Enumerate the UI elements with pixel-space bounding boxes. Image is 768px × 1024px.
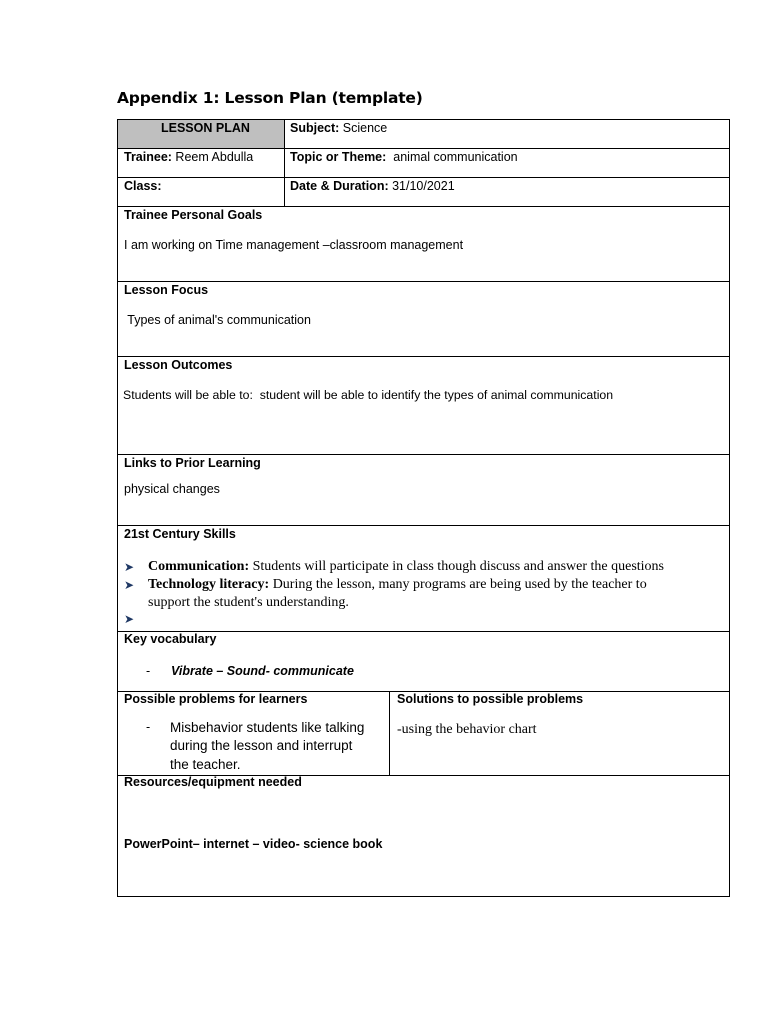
date-value: 31/10/2021 — [388, 179, 455, 193]
prior-learning-text: physical changes — [124, 482, 220, 496]
lesson-outcomes-label: Lesson Outcomes — [124, 358, 233, 372]
skill-text: Students will participate in class though discuss and answer the questions — [249, 559, 665, 574]
personal-goals-text: I am working on Time management –classroom management — [124, 238, 464, 252]
skill-name: Communication: — [148, 559, 250, 574]
problems-label: Possible problems for learners — [124, 692, 308, 706]
skills-label: 21st Century Skills — [124, 527, 236, 541]
skill-text: During the lesson, many programs are being used by the teacher to — [269, 577, 647, 592]
skill-item-technology-cont: support the student's understanding. — [148, 595, 349, 610]
trainee-value: Reem Abdulla — [171, 150, 254, 164]
topic-cell — [290, 150, 518, 165]
date-cell — [290, 179, 455, 194]
document-title: Appendix 1: Lesson Plan (template) — [117, 89, 423, 107]
lesson-focus-label: Lesson Focus — [124, 283, 209, 297]
vocabulary-dash: - — [146, 664, 151, 678]
vocabulary-label: Key vocabulary — [124, 632, 217, 646]
lesson-outcomes-text: Students will be able to: student will be able to identify the types of animal communication — [123, 388, 614, 402]
prior-learning-label: Links to Prior Learning — [124, 456, 261, 470]
lesson-focus-text: Types of animal's communication — [124, 313, 311, 327]
personal-goals-label: Trainee Personal Goals — [124, 208, 263, 222]
arrow-bullet-icon: ➤ — [124, 578, 135, 592]
skill-item-technology — [148, 577, 647, 592]
skill-item-communication — [148, 559, 664, 574]
topic-value: animal communication — [386, 150, 518, 164]
lesson-plan-label: LESSON PLAN — [161, 121, 250, 135]
solutions-label: Solutions to possible problems — [397, 692, 584, 706]
problems-line: Misbehavior students like talking — [170, 720, 365, 735]
trainee-cell — [124, 150, 253, 165]
subject-cell — [290, 121, 387, 136]
lesson-plan-table — [117, 119, 730, 897]
trainee-label: Trainee: — [124, 150, 172, 164]
date-label: Date & Duration: — [290, 179, 389, 193]
subject-label: Subject: — [290, 121, 340, 135]
solutions-text: -using the behavior chart — [397, 722, 537, 737]
problems-line: during the lesson and interrupt — [170, 738, 353, 753]
resources-label: Resources/equipment needed — [124, 775, 302, 789]
skill-name: Technology literacy: — [148, 577, 270, 592]
arrow-bullet-icon: ➤ — [124, 612, 135, 626]
class-label: Class: — [124, 179, 162, 193]
vocabulary-text: Vibrate – Sound- communicate — [171, 664, 354, 678]
topic-label: Topic or Theme: — [290, 150, 387, 164]
problems-line: the teacher. — [170, 757, 241, 772]
subject-value: Science — [339, 121, 388, 135]
arrow-bullet-icon: ➤ — [124, 560, 135, 574]
resources-text: PowerPoint– internet – video- science book — [124, 837, 383, 851]
problems-dash: - — [146, 720, 151, 734]
